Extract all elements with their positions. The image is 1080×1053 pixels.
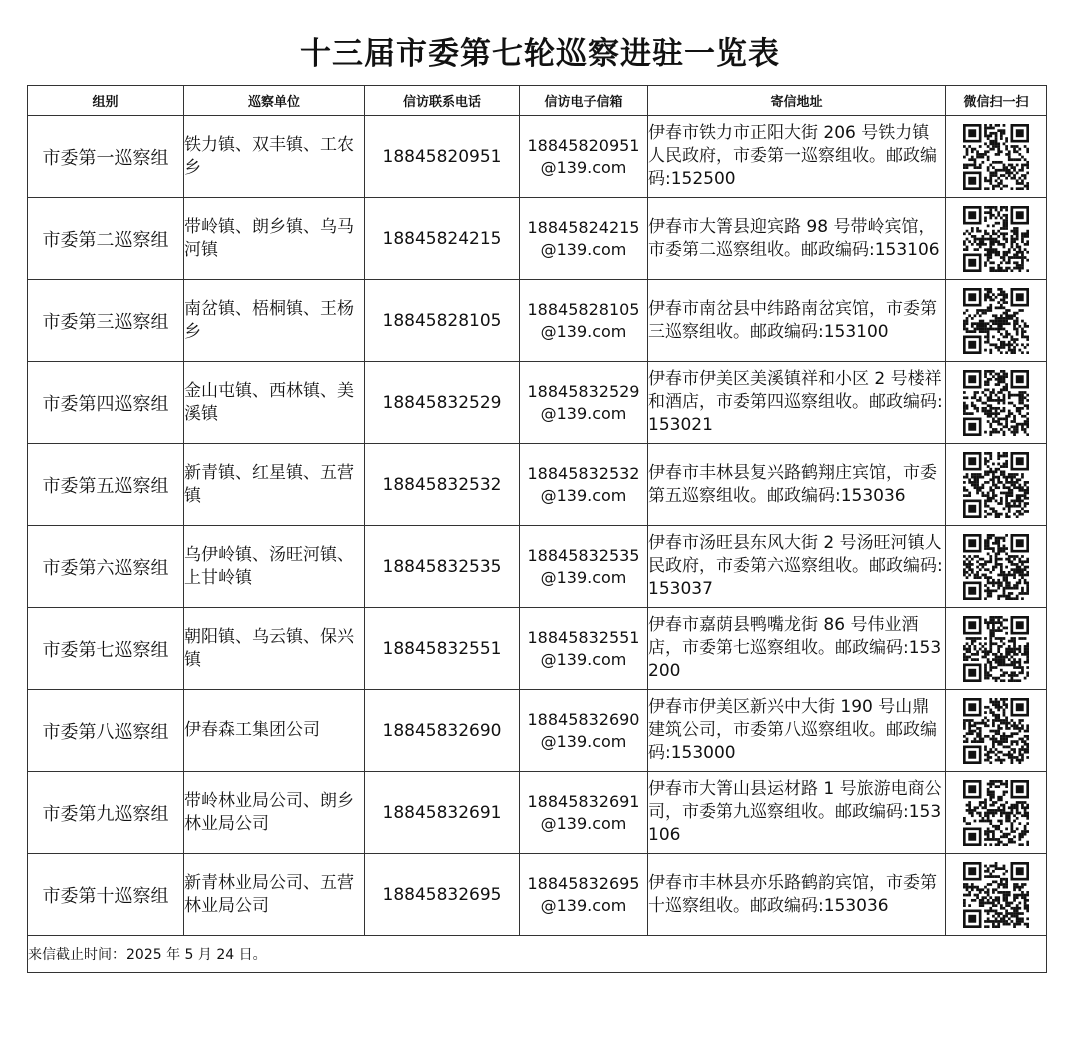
inspection-table xyxy=(27,85,1047,973)
table-row xyxy=(28,772,1047,854)
qr-cell xyxy=(946,280,1047,362)
phone-cell: 18845824215 xyxy=(365,198,520,280)
group-cell: 市委第四巡察组 xyxy=(28,362,184,444)
qr-cell xyxy=(946,444,1047,526)
address-cell: 伊春市伊美区新兴中大街 190 号山鼎建筑公司，市委第八巡察组收。邮政编码:153000 xyxy=(648,690,946,772)
group-cell: 市委第二巡察组 xyxy=(28,198,184,280)
address-cell: 伊春市伊美区美溪镇祥和小区 2 号楼祥和酒店，市委第四巡察组收。邮政编码:153021 xyxy=(648,362,946,444)
qr-cell xyxy=(946,608,1047,690)
qr-cell xyxy=(946,854,1047,936)
email-cell: 18845820951@139.com xyxy=(520,116,648,198)
email-cell: 18845832535@139.com xyxy=(520,526,648,608)
email-cell: 18845828105@139.com xyxy=(520,280,648,362)
table-row xyxy=(28,198,1047,280)
table-row xyxy=(28,608,1047,690)
unit-cell: 新青林业局公司、五营林业局公司 xyxy=(184,854,365,936)
qr-code-icon[interactable] xyxy=(963,288,1029,354)
qr-cell xyxy=(946,362,1047,444)
qr-cell xyxy=(946,116,1047,198)
email-cell: 18845832695@139.com xyxy=(520,854,648,936)
phone-cell: 18845820951 xyxy=(365,116,520,198)
phone-cell: 18845832695 xyxy=(365,854,520,936)
address-cell: 伊春市汤旺县东风大街 2 号汤旺河镇人民政府，市委第六巡察组收。邮政编码:153037 xyxy=(648,526,946,608)
table-row xyxy=(28,854,1047,936)
unit-cell: 朝阳镇、乌云镇、保兴镇 xyxy=(184,608,365,690)
phone-cell: 18845832551 xyxy=(365,608,520,690)
phone-cell: 18845832691 xyxy=(365,772,520,854)
phone-cell: 18845832690 xyxy=(365,690,520,772)
group-cell: 市委第十巡察组 xyxy=(28,854,184,936)
unit-cell: 铁力镇、双丰镇、工农乡 xyxy=(184,116,365,198)
address-cell: 伊春市丰林县亦乐路鹤韵宾馆，市委第十巡察组收。邮政编码:153036 xyxy=(648,854,946,936)
address-cell: 伊春市大箐山县运材路 1 号旅游电商公司，市委第九巡察组收。邮政编码:153106 xyxy=(648,772,946,854)
table-row xyxy=(28,116,1047,198)
qr-cell xyxy=(946,526,1047,608)
group-cell: 市委第八巡察组 xyxy=(28,690,184,772)
header-address: 寄信地址 xyxy=(648,86,946,116)
qr-code-icon[interactable] xyxy=(963,206,1029,272)
qr-cell xyxy=(946,690,1047,772)
qr-cell xyxy=(946,772,1047,854)
qr-code-icon[interactable] xyxy=(963,452,1029,518)
header-unit: 巡察单位 xyxy=(184,86,365,116)
header-email: 信访电子信箱 xyxy=(520,86,648,116)
unit-cell: 乌伊岭镇、汤旺河镇、上甘岭镇 xyxy=(184,526,365,608)
email-cell: 18845824215@139.com xyxy=(520,198,648,280)
group-cell: 市委第九巡察组 xyxy=(28,772,184,854)
unit-cell: 南岔镇、梧桐镇、王杨乡 xyxy=(184,280,365,362)
phone-cell: 18845832535 xyxy=(365,526,520,608)
email-cell: 18845832529@139.com xyxy=(520,362,648,444)
phone-cell: 18845832532 xyxy=(365,444,520,526)
qr-code-icon[interactable] xyxy=(963,616,1029,682)
qr-code-icon[interactable] xyxy=(963,780,1029,846)
group-cell: 市委第七巡察组 xyxy=(28,608,184,690)
header-phone: 信访联系电话 xyxy=(365,86,520,116)
group-cell: 市委第一巡察组 xyxy=(28,116,184,198)
table-row xyxy=(28,280,1047,362)
email-cell: 18845832690@139.com xyxy=(520,690,648,772)
footer-row xyxy=(28,936,1047,973)
address-cell: 伊春市铁力市正阳大街 206 号铁力镇人民政府，市委第一巡察组收。邮政编码:152500 xyxy=(648,116,946,198)
qr-code-icon[interactable] xyxy=(963,370,1029,436)
qr-code-icon[interactable] xyxy=(963,124,1029,190)
table-row xyxy=(28,444,1047,526)
page-title: 十三届市委第七轮巡察进驻一览表 xyxy=(300,36,780,72)
address-cell: 伊春市大箐县迎宾路 98 号带岭宾馆，市委第二巡察组收。邮政编码:153106 xyxy=(648,198,946,280)
address-cell: 伊春市嘉荫县鸭嘴龙街 86 号伟业酒店，市委第七巡察组收。邮政编码:153200 xyxy=(648,608,946,690)
group-cell: 市委第五巡察组 xyxy=(28,444,184,526)
qr-code-icon[interactable] xyxy=(963,534,1029,600)
table-row xyxy=(28,526,1047,608)
address-cell: 伊春市南岔县中纬路南岔宾馆，市委第三巡察组收。邮政编码:153100 xyxy=(648,280,946,362)
table-row xyxy=(28,362,1047,444)
unit-cell: 新青镇、红星镇、五营镇 xyxy=(184,444,365,526)
group-cell: 市委第六巡察组 xyxy=(28,526,184,608)
address-cell: 伊春市丰林县复兴路鹤翔庄宾馆，市委第五巡察组收。邮政编码:153036 xyxy=(648,444,946,526)
unit-cell: 带岭林业局公司、朗乡林业局公司 xyxy=(184,772,365,854)
qr-code-icon[interactable] xyxy=(963,862,1029,928)
email-cell: 18845832551@139.com xyxy=(520,608,648,690)
email-cell: 18845832691@139.com xyxy=(520,772,648,854)
group-cell: 市委第三巡察组 xyxy=(28,280,184,362)
unit-cell: 带岭镇、朗乡镇、乌马河镇 xyxy=(184,198,365,280)
unit-cell: 金山屯镇、西林镇、美溪镇 xyxy=(184,362,365,444)
table-row xyxy=(28,690,1047,772)
unit-cell: 伊春森工集团公司 xyxy=(184,690,365,772)
email-cell: 18845832532@139.com xyxy=(520,444,648,526)
deadline-note: 来信截止时间：2025 年 5 月 24 日。 xyxy=(28,936,1047,973)
phone-cell: 18845832529 xyxy=(365,362,520,444)
qr-code-icon[interactable] xyxy=(963,698,1029,764)
header-group: 组别 xyxy=(28,86,184,116)
qr-cell xyxy=(946,198,1047,280)
header-row xyxy=(28,86,1047,116)
header-qr: 微信扫一扫 xyxy=(946,86,1047,116)
phone-cell: 18845828105 xyxy=(365,280,520,362)
